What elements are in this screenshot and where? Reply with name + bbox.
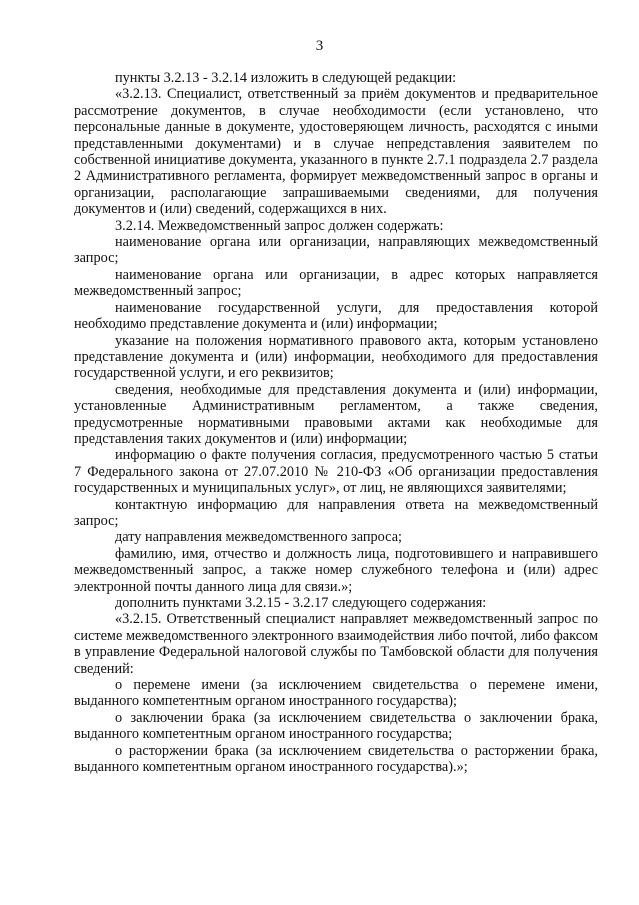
paragraph-intro-edit: пункты 3.2.13 - 3.2.14 изложить в следующей редакции: [115,70,457,86]
list-item-service-name: наименование государственной услуги, для предоставления которой необходимо представление документа и (или) информации; [74,299,598,333]
page-number: 3 [315,38,324,54]
list-item-responsible-person: фамилию, имя, отчество и должность лица, подготовившего и направившего межведомственный запрос, а также номер служебного телефона и (или) адрес электронной почты данного лица для связи.»; [74,545,598,595]
list-item-request-date: дату направления межведомственного запроса; [115,529,403,546]
list-item-divorce: о расторжении брака (за исключением свидетельства о расторжении брака, выданного компетентным органом иностранного государства).»; [74,742,598,776]
list-item-legal-act: указание на положения нормативного правового акта, которым установлено представление документа и (или) информации, необходимого для предоставления государственной услуги, и его реквизитов; [74,332,598,382]
list-item-consent-info: информацию о факте получения согласия, предусмотренного частью 5 статьи 7 Федерального закона от 27.07.2010 № 210-ФЗ «Об организации предоставления государственных и муниципальных услуг», от лиц, не являющихся заявителями; [74,447,598,497]
paragraph-3-2-15: «3.2.15. Ответственный специалист направляет межведомственный запрос по системе межведомственного электронного взаимодействия либо почтой, либо факсом в управление Федеральной налоговой службы по Тамбовской области для получения сведений: [74,611,598,677]
list-item-addressee-organ: наименование органа или организации, в адрес которых направляется межведомственный запрос; [74,266,598,300]
paragraph-3-2-13: «3.2.13. Специалист, ответственный за приём документов и предварительное рассмотрение документов, в случае необходимости (если установлено, что персональные данные в документе, удостоверяющем личность, расходятся с иными представленными документами) и в случае непредставления заявителем по собственной инициативе документа, указанного в пункте 2.7.1 подраздела 2.7 раздела 2 Административного регламента, формирует межведомственный запрос в органы и организации, располагающие запрашиваемыми сведениями, для получения документов и (или) сведений, содержащихся в них. [74,86,598,218]
list-item-requesting-organ: наименование органа или организации, направляющих межведомственный запрос; [74,234,598,267]
list-item-contact-info: контактную информацию для направления ответа на межведомственный запрос; [74,496,598,529]
document-body [74,70,598,775]
list-item-name-change: о перемене имени (за исключением свидетельства о перемене имени, выданного компетентным органом иностранного государства); [74,677,598,710]
list-item-marriage: о заключении брака (за исключением свидетельства о заключении брака, выданного компетентным органом иностранного государства; [74,709,598,743]
list-item-required-info: сведения, необходимые для представления документа и (или) информации, установленные Административным регламентом, а также сведения, предусмотренные нормативными правовыми актами как необходимые для представления таких документов и (или) информации; [74,381,598,447]
paragraph-add-points: дополнить пунктами 3.2.15 - 3.2.17 следующего содержания: [115,595,487,611]
paragraph-3-2-14: 3.2.14. Межведомственный запрос должен содержать: [115,217,444,234]
